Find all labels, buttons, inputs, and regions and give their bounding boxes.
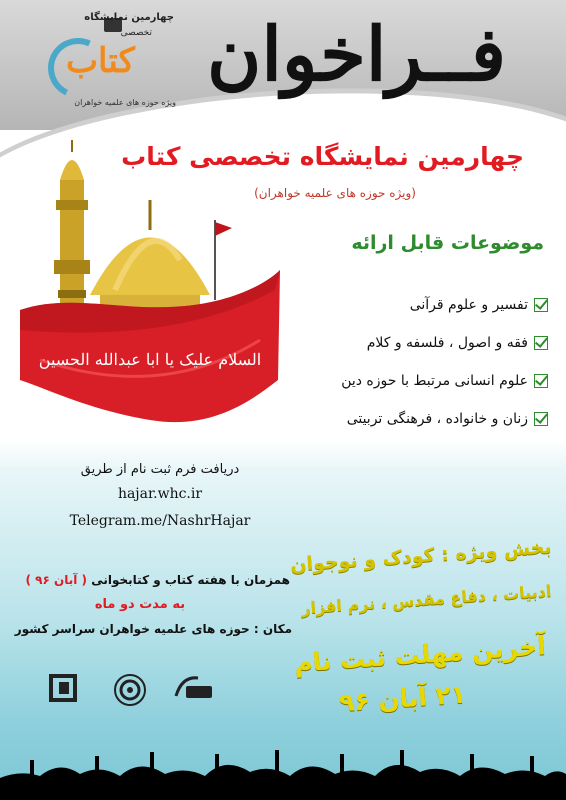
topic-item [318, 286, 548, 324]
topic-label: تفسیر و علوم قرآنی [409, 297, 528, 313]
book-exhibition-small-logo [168, 672, 220, 720]
concurrent-date: ( آبان ۹۶ ) [25, 573, 88, 587]
book-exhibition-small-logo-icon [172, 672, 216, 706]
exhibition-title: چهارمین نمایشگاه تخصصی کتاب [121, 142, 524, 171]
topic-list [318, 286, 548, 438]
duration: به مدت دو ماه [94, 597, 186, 612]
logo-tagline: ویژه حوزه های علمیه خواهران [74, 98, 176, 107]
concurrent-text: همزمان با هفته کتاب و کتابخوانی [91, 573, 290, 587]
seminary-center-logo [100, 672, 160, 720]
topic-item [318, 324, 548, 362]
logo-word: کتاب [66, 41, 135, 81]
banner-text: السلام علیک یا ابا عبدالله الحسین [38, 350, 262, 369]
telegram-link[interactable]: Telegram.me/NashrHajar [69, 513, 251, 529]
checkbox-icon [534, 374, 548, 388]
topic-item [318, 362, 548, 400]
exhibition-subtitle: (ویژه حوزه های علمیه خواهران) [254, 186, 416, 200]
special-section: بخش ویژه : کودک و نوجوان [289, 535, 553, 577]
topic-label: فقه و اصول ، فلسفه و کلام [366, 335, 528, 351]
registration-url[interactable]: hajar.whc.ir [117, 486, 203, 502]
seminary-center-logo-icon [112, 672, 148, 708]
publisher-logo-icon [47, 672, 79, 704]
headline: فــراخوان [207, 12, 506, 98]
checkbox-icon [534, 298, 548, 312]
deadline-label: آخرین مهلت ثبت نام [293, 631, 547, 678]
registration-line: دریافت فرم ثبت نام از طریق [80, 462, 240, 477]
topic-label: علوم انسانی مرتبط با حوزه دین [341, 373, 528, 389]
logo-title: چهارمین نمایشگاه [84, 12, 174, 23]
concurrent-note [20, 573, 290, 587]
topics-heading: موضوعات قابل ارائه [351, 232, 544, 254]
topic-label: زنان و خانواده ، فرهنگی تربیتی [346, 411, 528, 427]
exhibition-logo [52, 8, 182, 108]
publisher-logo [40, 672, 86, 720]
venue: مکان : حوزه های علمیه خواهران سراسر کشور [14, 622, 292, 636]
deadline-date: ۲۱ آبان ۹۶ [337, 679, 467, 718]
shrine-illustration [20, 140, 280, 440]
checkbox-icon [534, 336, 548, 350]
topic-item [318, 400, 548, 438]
small-flag [215, 222, 232, 236]
special-genres: ادبیات ، دفاع مقدس ، نرم افزار [301, 581, 553, 618]
caravan-silhouette [0, 730, 566, 800]
logo-subtitle: تخصصی [120, 28, 152, 38]
checkbox-icon [534, 412, 548, 426]
